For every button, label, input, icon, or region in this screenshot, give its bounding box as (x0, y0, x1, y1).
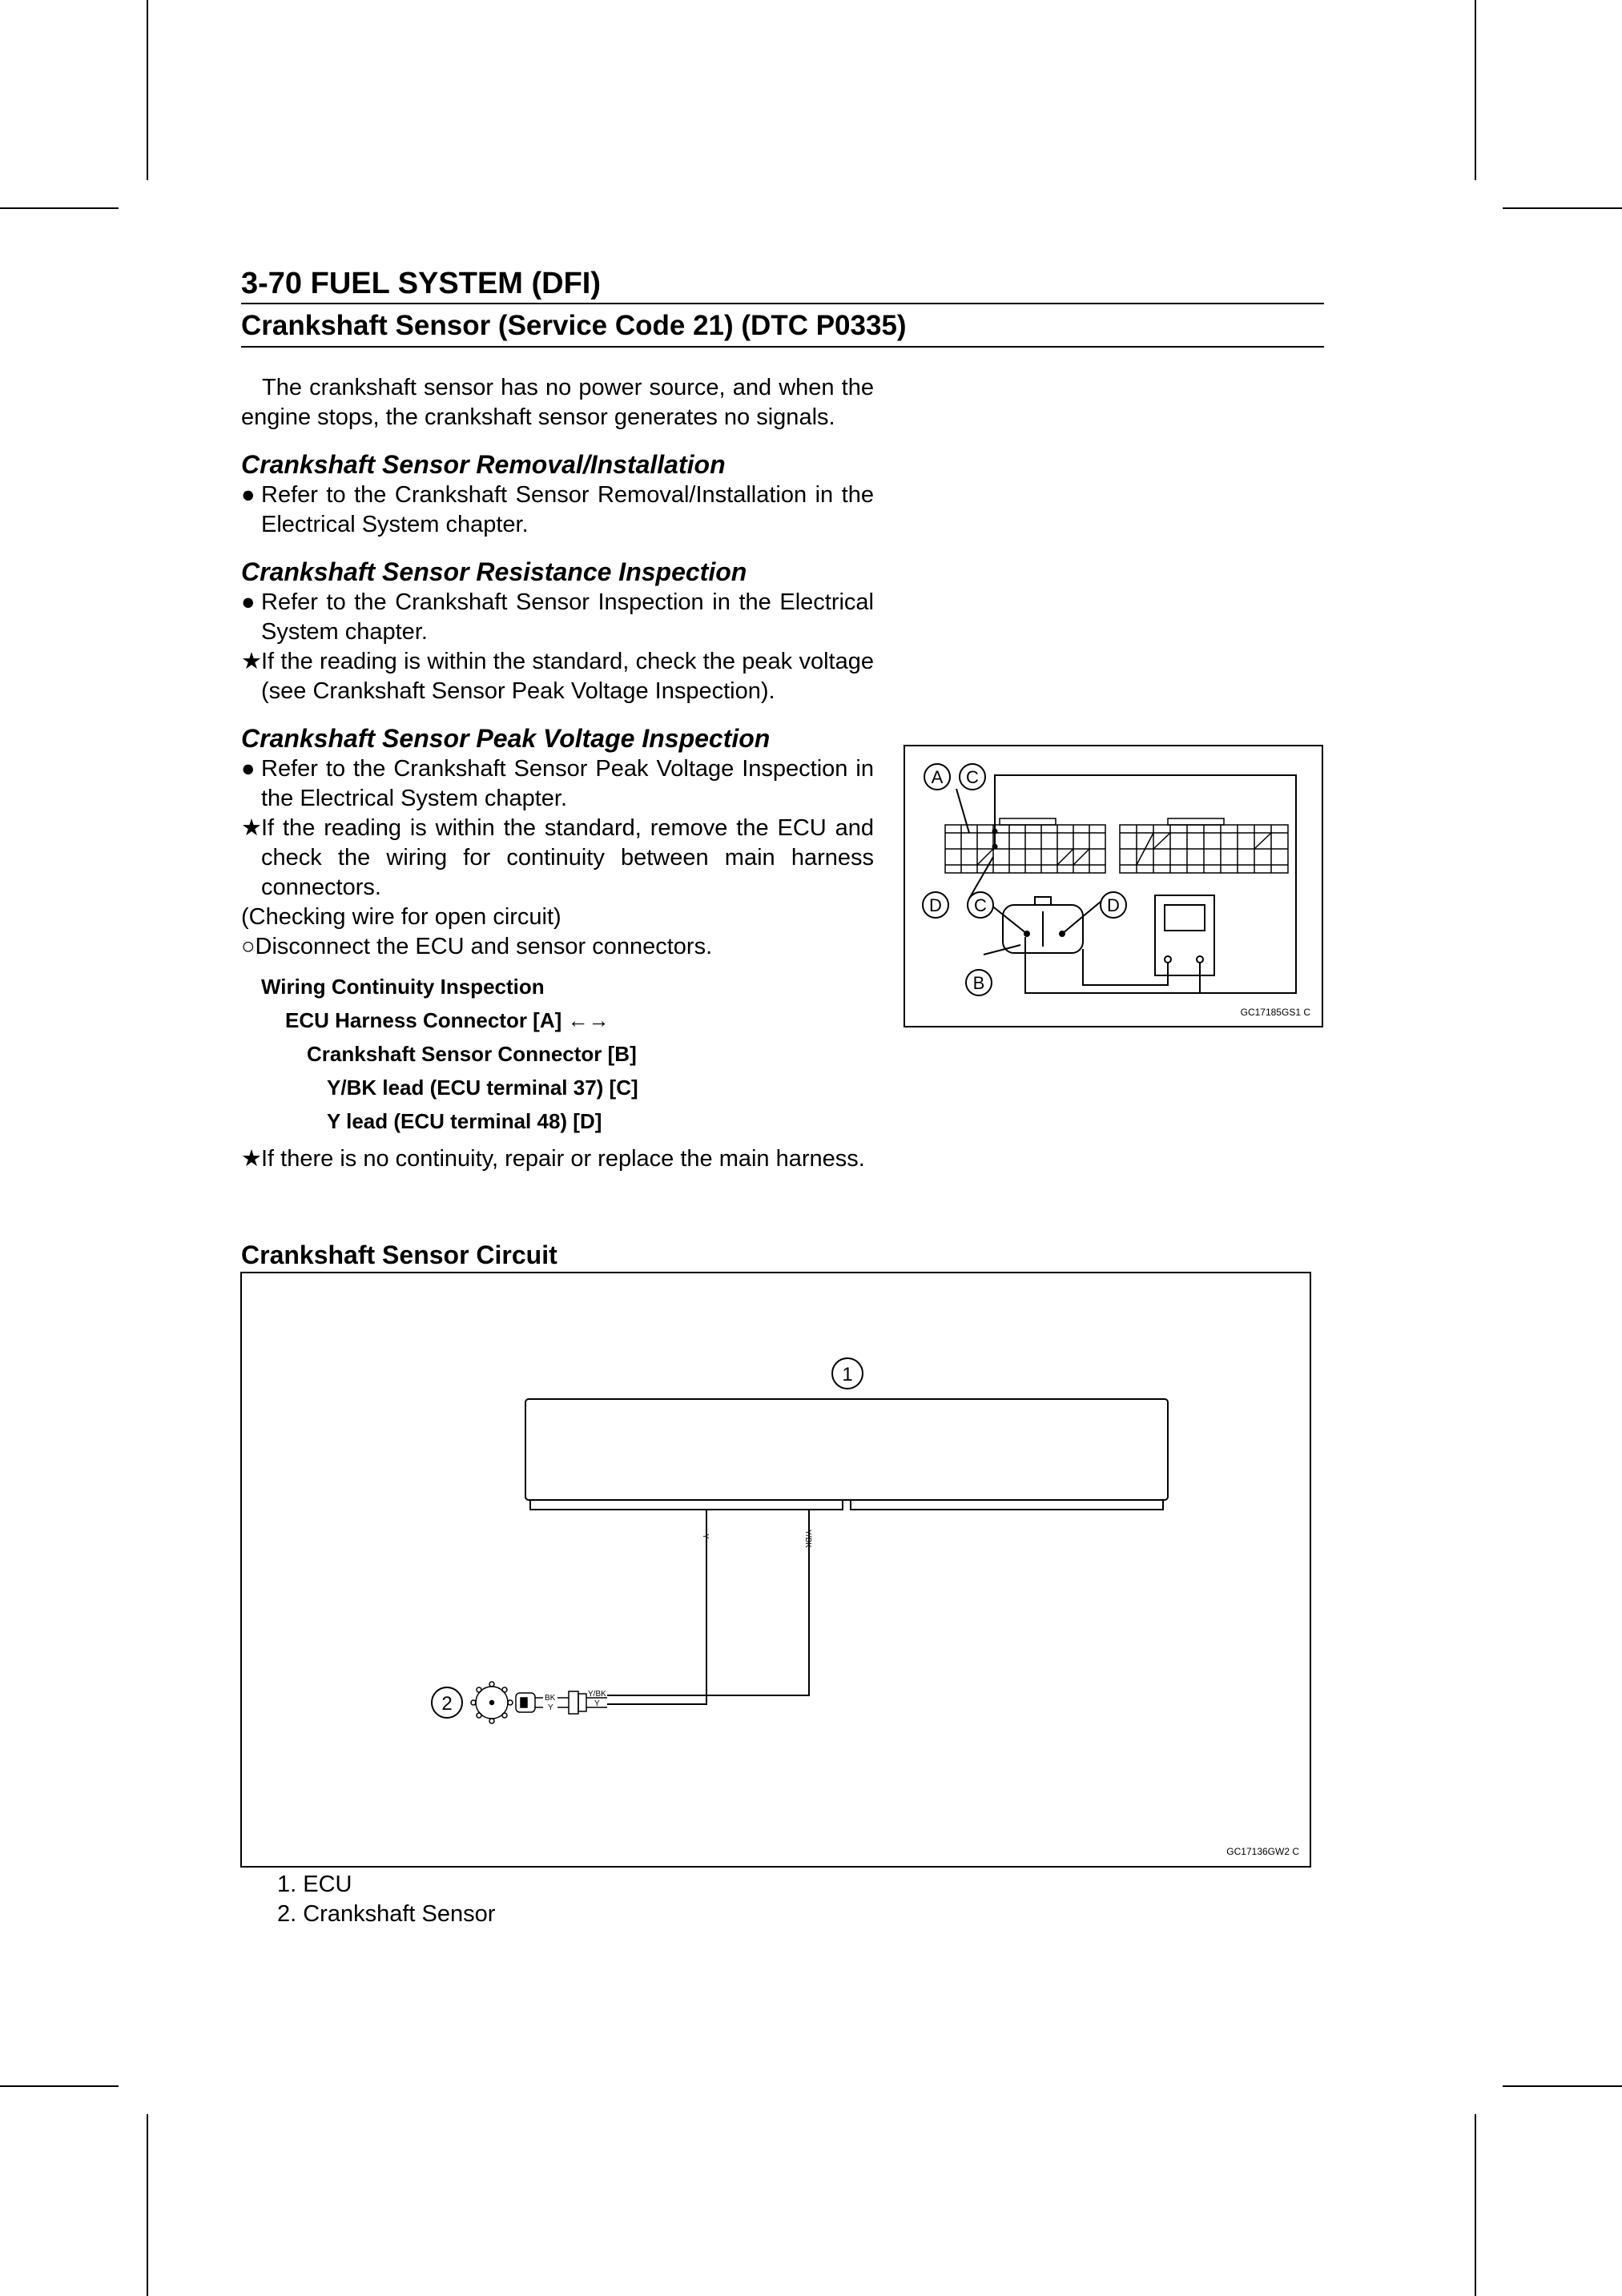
continuity-title: Wiring Continuity Inspection (261, 975, 545, 999)
wire-ybk-label: Y/BK (803, 1530, 812, 1548)
header-rule (241, 303, 1324, 304)
continuity-ybk-lead: Y/BK lead (ECU terminal 37) [C] (327, 1076, 638, 1100)
continuity-block (241, 970, 874, 1138)
crop-mark (0, 2085, 119, 2087)
item-text: If there is no continuity, repair or replace the main harness. (261, 1146, 865, 1172)
section-rule (241, 346, 1324, 348)
legend-item: 2. Crankshaft Sensor (277, 1901, 496, 1927)
main-text-column (241, 373, 874, 1174)
callout-2 (432, 1687, 462, 1718)
continuity-sensor-connector: Crankshaft Sensor Connector [B] (307, 1042, 637, 1066)
crop-mark (1475, 2114, 1476, 2296)
legend-item: 1. ECU (277, 1872, 352, 1897)
label-a (924, 764, 950, 790)
svg-text:2: 2 (441, 1693, 453, 1715)
connector-y-label: Y (594, 1699, 600, 1708)
peak-voltage-heading: Crankshaft Sensor Peak Voltage Inspection (241, 724, 771, 753)
checking-note: (Checking wire for open circuit) (241, 904, 561, 930)
crankshaft-sensor-circuit-figure (240, 1272, 1311, 1868)
continuity-ecu-connector: ECU Harness Connector [A] ←→ (285, 1008, 610, 1032)
sensor-y-label: Y (548, 1703, 553, 1712)
svg-text:D: D (929, 895, 942, 915)
star-icon: ★ (241, 815, 262, 841)
figure-code: GC17136GW2 C (1226, 1846, 1299, 1857)
resistance-heading: Crankshaft Sensor Resistance Inspection (241, 557, 747, 586)
peak-item (241, 814, 874, 903)
star-icon: ★ (241, 1146, 262, 1172)
sensor-pin-dot (1059, 931, 1065, 937)
label-d (923, 892, 948, 918)
svg-text:D: D (1107, 895, 1120, 915)
item-text: Refer to the Crankshaft Sensor Peak Voltage Inspection in the Electrical System chapter. (261, 756, 874, 811)
crop-mark (1475, 0, 1476, 180)
item-text: If the reading is within the standard, check the peak voltage (see Crankshaft Sensor Peak Voltage Inspection). (261, 649, 874, 704)
crop-mark (1503, 2085, 1622, 2087)
resistance-item (241, 588, 874, 647)
callout-1 (832, 1358, 863, 1389)
item-text: Refer to the Crankshaft Sensor Removal/Installation in the Electrical System chapter. (261, 482, 874, 537)
crop-mark (147, 2114, 148, 2296)
svg-text:1: 1 (842, 1364, 853, 1385)
disconnect-step: ○Disconnect the ECU and sensor connectors. (241, 934, 713, 959)
svg-text:A: A (931, 767, 944, 787)
crop-mark (0, 207, 119, 209)
bullet-icon: ● (241, 756, 256, 782)
removal-heading: Crankshaft Sensor Removal/Installation (241, 450, 726, 479)
star-icon: ★ (241, 649, 262, 674)
label-d (1101, 892, 1126, 918)
page-title: 3-70 FUEL SYSTEM (DFI) (241, 267, 602, 300)
pin-d-dot (992, 844, 998, 850)
circuit-title: Crankshaft Sensor Circuit (241, 1240, 557, 1269)
intro-paragraph: The crankshaft sensor has no power source, and when the engine stops, the crankshaft sensor generates no signals. (241, 375, 874, 430)
pin-c-dot (992, 829, 998, 834)
item-text: Refer to the Crankshaft Sensor Inspection in the Electrical System chapter. (261, 589, 874, 645)
wire-y-label: Y (701, 1534, 710, 1539)
svg-text:C: C (966, 767, 979, 787)
connector-inspection-figure (904, 745, 1323, 1027)
label-c (960, 764, 985, 790)
sensor-bk-label: BK (545, 1694, 556, 1703)
figure-code: GC17185GS1 C (1240, 1007, 1310, 1018)
removal-item (241, 481, 874, 540)
circuit-legend (277, 1870, 495, 1929)
item-text: If the reading is within the standard, remove the ECU and check the wiring for continuity between main harness connectors. (261, 815, 874, 900)
label-b (966, 970, 992, 995)
figure-frame (241, 1273, 1310, 1867)
bullet-icon: ● (241, 482, 256, 508)
crop-mark (147, 0, 148, 180)
peak-final-item (241, 1144, 874, 1174)
resistance-item (241, 647, 874, 706)
page-header (241, 264, 1324, 348)
connector-ybk-label: Y/BK (588, 1690, 606, 1699)
section-title: Crankshaft Sensor (Service Code 21) (DTC P0335) (241, 310, 907, 341)
crop-mark (1503, 207, 1622, 209)
sensor-pin-dot (1024, 931, 1030, 937)
svg-text:C: C (974, 895, 987, 915)
label-c (968, 892, 993, 918)
svg-text:B: B (972, 973, 985, 993)
bullet-icon: ● (241, 589, 256, 615)
peak-item (241, 754, 874, 814)
continuity-y-lead: Y lead (ECU terminal 48) [D] (327, 1109, 602, 1133)
